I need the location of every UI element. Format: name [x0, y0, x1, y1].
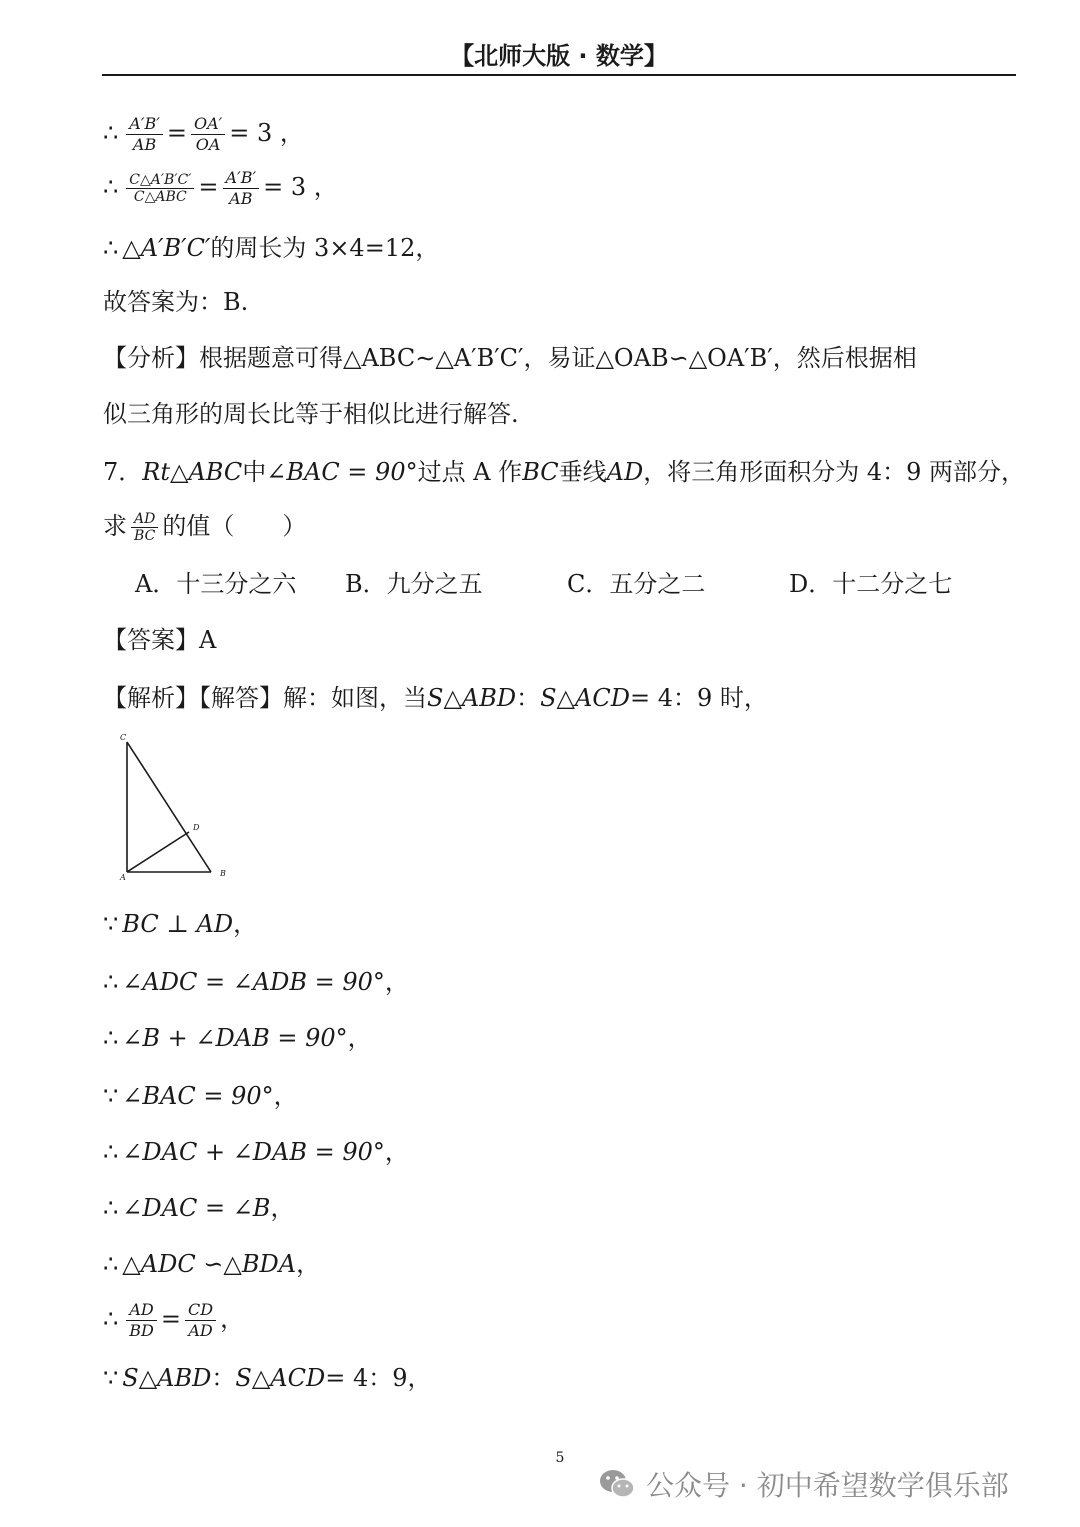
step-5: ∴ ∠DAC + ∠DAB = 90°，: [103, 1138, 409, 1166]
fraction: $\frac{AD}{BD}$: [126, 1300, 157, 1341]
solution-intro: 【解析】【解答】解：如图，当S△ABD：S△ACD= 4：9 时，: [103, 684, 768, 712]
options-row: [135, 568, 952, 600]
fraction: $\frac{C\triangle A'B'C'}{\text{C△ABC}}$: [126, 172, 194, 205]
perimeter-line: ∴ △A′B′C′的周长为 3×4=12，: [103, 234, 440, 262]
analysis-line-1: 【分析】根据题意可得△ABC∼△A′B′C′，易证△OAB∽△OA′B′，然后根据相: [103, 344, 917, 372]
step-9: ∵ S△ABD：S△ACD= 4：9，: [103, 1364, 432, 1392]
step-1: ∵ BC ⊥ AD，: [103, 910, 258, 938]
header-title: 【北师大版 · 数学】: [450, 42, 668, 70]
fraction: $\frac{A'B'}{AB}$: [223, 168, 260, 209]
option-b: B．九分之五: [345, 570, 483, 598]
side-bc: [127, 742, 211, 872]
option-a: A．十三分之六: [135, 570, 297, 598]
wechat-icon: [598, 1467, 636, 1501]
option-d: D．十二分之七: [789, 570, 953, 598]
step-3: ∴ ∠B + ∠DAB = 90°，: [103, 1024, 372, 1052]
equation-line-2: ∴ $\frac{C\triangle A'B'C'}{\text{C△ABC}}$ = $\frac{A'B'}{AB}$ = 3 ，: [103, 168, 338, 208]
option-c: C．五分之二: [567, 570, 706, 598]
analysis-line-2: 似三角形的周长比等于相似比进行解答.: [103, 400, 519, 428]
fraction: $\frac{A'B'}{AB}$: [126, 114, 163, 155]
triangle-figure: [110, 728, 240, 888]
step-2: ∴ ∠ADC = ∠ADB = 90°，: [103, 968, 409, 996]
step-6: ∴ ∠DAC = ∠B，: [103, 1194, 295, 1222]
equation-line-1: ∴ $\frac{A'B'}{AB}$ = $\frac{OA'}{OA}$ = 3 ，: [103, 114, 304, 154]
label-d: D: [193, 823, 200, 832]
fraction: $\frac{AD}{BC}$: [131, 511, 158, 544]
step-4: ∵ ∠BAC = 90°，: [103, 1082, 298, 1110]
watermark: [598, 1462, 1058, 1506]
fraction: $\frac{CD}{AD}$: [185, 1300, 216, 1341]
fraction: $\frac{OA'}{OA}$: [191, 114, 225, 155]
answer-line: 【答案】A: [103, 626, 217, 654]
step-8: ∴ $\frac{AD}{BD}$ = $\frac{CD}{AD}$ ，: [103, 1300, 245, 1340]
step-7: ∴ △ADC ∽△BDA，: [103, 1250, 321, 1278]
page-header: [102, 38, 1016, 76]
altitude-ad: [127, 832, 189, 872]
page-number: 5: [555, 1450, 565, 1466]
label-b: B: [220, 869, 226, 878]
label-a: A: [120, 873, 126, 882]
label-c: C: [120, 733, 127, 742]
question-7-stem: 7．Rt△ABC中∠BAC = 90°过点 A 作BC垂线AD，将三角形面积分为 4：9 两部分，: [103, 458, 1026, 486]
watermark-text: 公众号 · 初中希望数学俱乐部: [646, 1469, 1009, 1502]
answer-note: 故答案为：B.: [103, 288, 249, 316]
question-7-ask: 求 $\frac{AD}{BC}$ 的值（ ）: [103, 511, 307, 544]
